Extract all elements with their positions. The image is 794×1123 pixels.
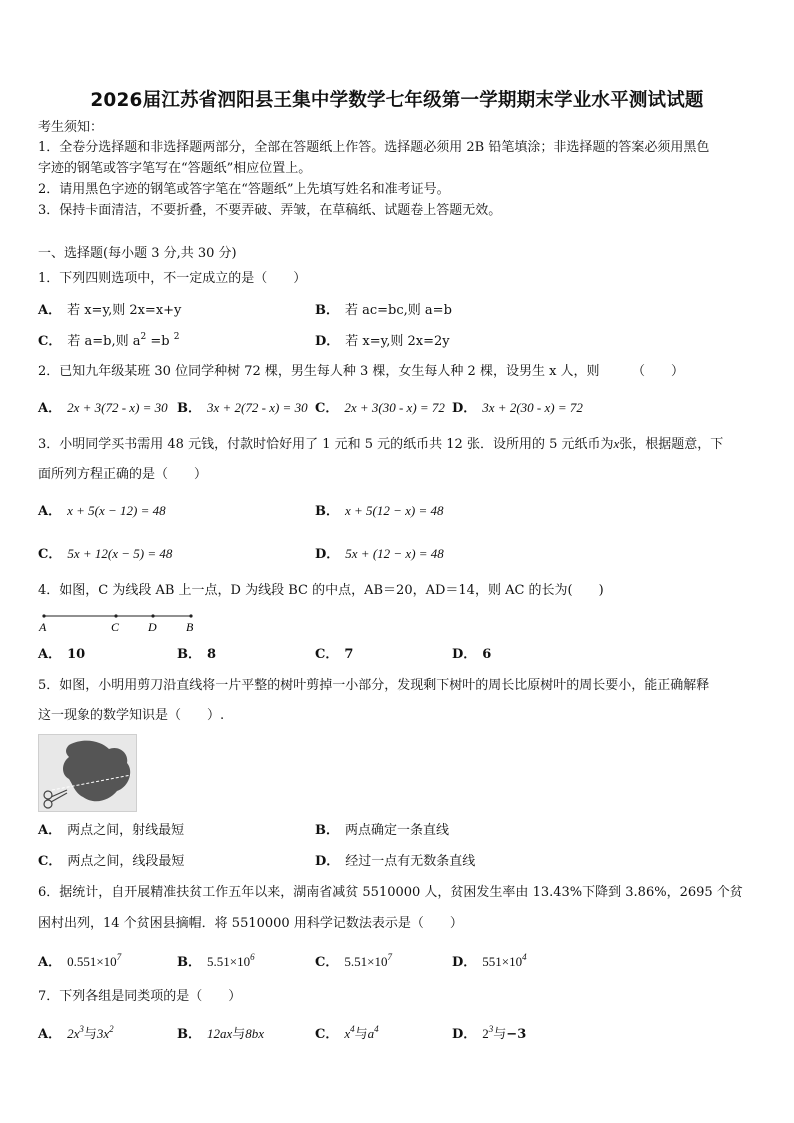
page-title: 2026届江苏省泗阳县王集中学数学七年级第一学期期末学业水平测试试题: [90, 90, 704, 111]
section-heading: 一、选择题(每小题 3 分,共 30 分): [38, 246, 237, 261]
question-4-option-d[interactable]: D． 6: [452, 647, 492, 662]
question-6-option-c[interactable]: C． $5.51\times 10^7$: [315, 952, 392, 970]
question-1-option-b[interactable]: B． 若 ac=bc,则 a=b: [315, 303, 452, 318]
question-7-option-d[interactable]: D． $2^3$与−3: [452, 1024, 527, 1042]
question-3-option-d[interactable]: D． 5x + (12 − x) = 48: [315, 546, 444, 562]
question-6-option-d[interactable]: D． $551\times 10^4$: [452, 952, 527, 970]
question-6-option-b[interactable]: B． $5.51\times 10^6$: [177, 952, 255, 970]
question-6-stem-line2: 困村出列，14 个贫困县摘帽．将 5510000 用科学记数法表示是（ ）: [38, 916, 463, 931]
question-7-option-b[interactable]: B． 12ax与8bx: [177, 1026, 265, 1042]
question-5-option-d[interactable]: D． 经过一点有无数条直线: [315, 854, 476, 869]
leaf-shape: [63, 741, 130, 802]
question-4-option-c[interactable]: C． 7: [315, 647, 354, 662]
notice-item-1-cont: 字迹的钢笔或答字笔写在“答题纸”相应位置上。: [38, 161, 312, 176]
question-3-option-a[interactable]: A． x + 5(x − 12) = 48: [38, 503, 166, 519]
segment-diagram: [36, 608, 206, 636]
question-2-option-a[interactable]: A． 2x + 3(72 - x) = 30: [38, 400, 168, 416]
question-4-stem: 4．如图，C 为线段 AB 上一点，D 为线段 BC 的中点，AB＝20，AD＝14，则 AC 的长为( ): [38, 583, 604, 598]
notice-heading: 考生须知：: [38, 120, 104, 135]
question-5-option-c[interactable]: C． 两点之间，线段最短: [38, 854, 185, 869]
question-2-option-d[interactable]: D． 3x + 2(30 - x) = 72: [452, 400, 583, 416]
question-5-stem-line2: 这一现象的数学知识是（ ）.: [38, 708, 225, 723]
notice-item-1: 1．全卷分选择题和非选择题两部分，全部在答题纸上作答。选择题必须用 2B 铅笔填涂；非选择题的答案必须用黑色: [38, 140, 710, 155]
question-7-option-a[interactable]: A． $2x^3$与$3x^2$: [38, 1024, 114, 1042]
question-5-stem-line1: 5．如图，小明用剪刀沿直线将一片平整的树叶剪掉一小部分，发现剩下树叶的周长比原树叶的周长要小，能正确解释: [38, 678, 710, 693]
question-7-stem: 7．下列各组是同类项的是（ ）: [38, 989, 242, 1004]
leaf-cutting-figure: [38, 734, 137, 812]
question-3-stem-line2: 面所列方程正确的是（ ）: [38, 467, 208, 482]
point-b-label: B: [186, 620, 194, 634]
notice-item-2: 2．请用黑色字迹的钢笔或答字笔在“答题纸”上先填写姓名和准考证号。: [38, 182, 450, 197]
point-a-dot: [42, 614, 45, 617]
question-4-option-a[interactable]: A． 10: [38, 647, 86, 662]
point-b-dot: [189, 614, 192, 617]
question-3-option-c[interactable]: C． 5x + 12(x − 5) = 48: [38, 546, 173, 562]
point-d-dot: [151, 614, 154, 617]
question-6-option-a[interactable]: A． $0.551\times 10^7$: [38, 952, 122, 970]
point-d-label: D: [148, 620, 157, 634]
question-3-option-b[interactable]: B． x + 5(12 − x) = 48: [315, 503, 444, 519]
question-1-stem: 1．下列四则选项中，不一定成立的是（ ）: [38, 271, 307, 286]
question-3-stem-line1: 3．小明同学买书需用 48 元钱，付款时恰好用了 1 元和 5 元的纸币共 12 张．设所用的 5 元纸币为x张，根据题意，下: [38, 436, 724, 452]
question-5-option-b[interactable]: B． 两点确定一条直线: [315, 823, 450, 838]
question-1-option-d[interactable]: D． 若 x=y,则 2x=2y: [315, 334, 450, 349]
question-2-stem: 2．已知九年级某班 30 位同学种树 72 棵，男生每人种 3 棵，女生每人种 2 棵，设男生 x 人，则 （ ）: [38, 364, 685, 379]
question-2-option-c[interactable]: C． 2x + 3(30 - x) = 72: [315, 400, 445, 416]
question-5-option-a[interactable]: A． 两点之间，射线最短: [38, 823, 185, 838]
question-4-option-b[interactable]: B． 8: [177, 647, 217, 662]
scissors-icon: [44, 790, 67, 808]
leaf-image: [39, 735, 136, 811]
question-1-option-c[interactable]: C． 若 a=b,则 $a^2 =b$ $^2$: [38, 332, 180, 349]
point-c-label: C: [111, 620, 120, 634]
notice-item-3: 3．保持卡面清洁，不要折叠，不要弄破、弄皱，在草稿纸、试题卷上答题无效。: [38, 203, 502, 218]
question-6-stem-line1: 6．据统计，自开展精准扶贫工作五年以来，湖南省减贫 5510000 人，贫困发生率由 13.43%下降到 3.86%，2695 个贫: [38, 885, 743, 900]
point-a-label: A: [39, 620, 47, 634]
question-2-option-b[interactable]: B． 3x + 2(72 - x) = 30: [177, 400, 308, 416]
question-1-option-a[interactable]: A． 若 x=y,则 2x=x+y: [38, 303, 182, 318]
point-c-dot: [114, 614, 117, 617]
question-7-option-c[interactable]: C． $x^4$与$a^4$: [315, 1024, 379, 1042]
